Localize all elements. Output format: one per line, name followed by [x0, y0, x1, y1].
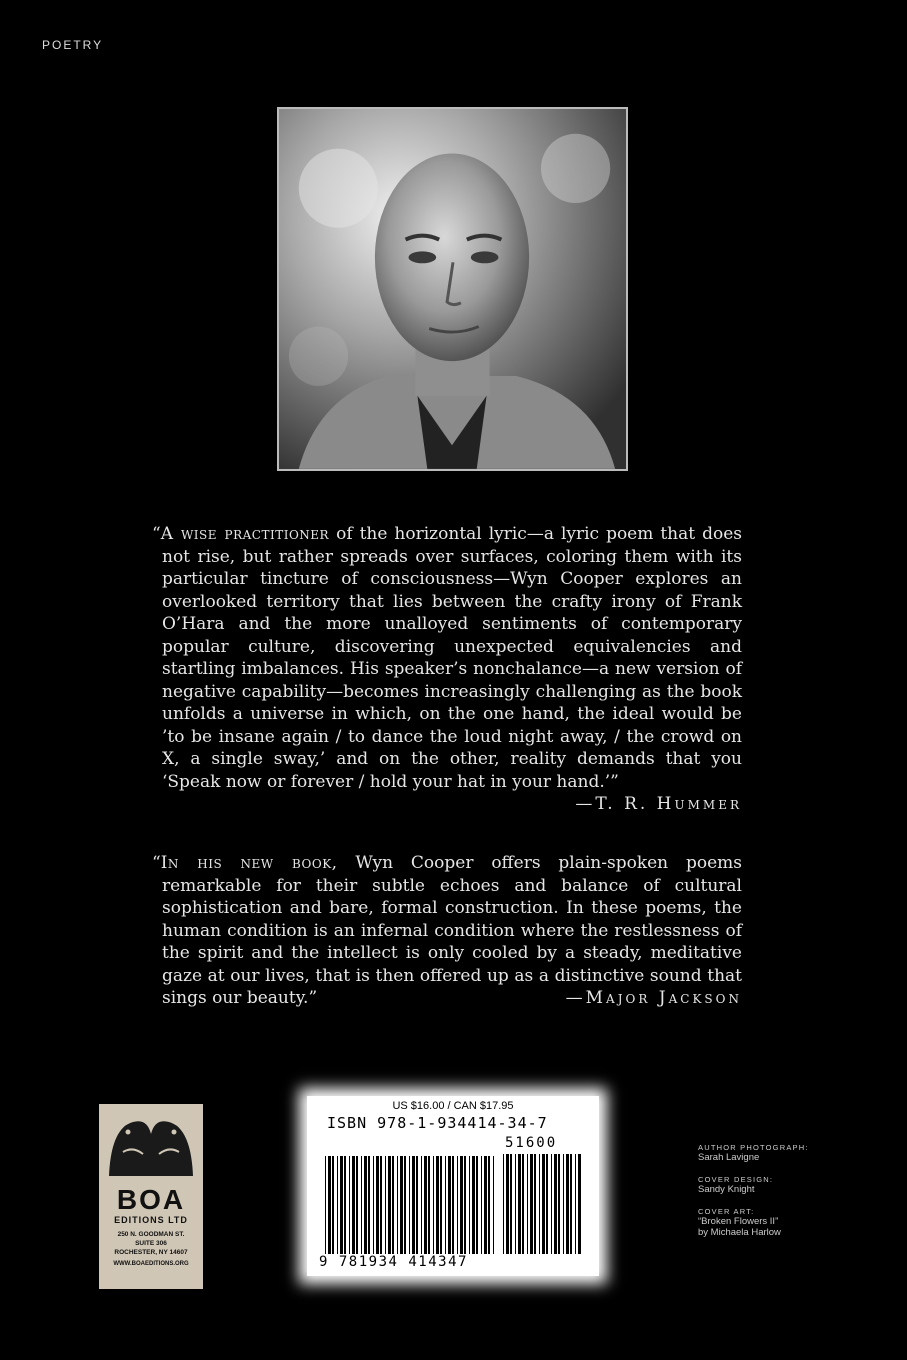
barcode-bar [575, 1154, 576, 1254]
barcode-bar [570, 1154, 572, 1254]
barcode-bar [428, 1156, 430, 1254]
barcode-bar [433, 1156, 434, 1254]
barcode-bar [530, 1154, 533, 1254]
barcode-bar [527, 1154, 528, 1254]
blurb-attribution: —Major Jackson [565, 988, 742, 1008]
barcode-bar [481, 1156, 482, 1254]
barcode-bar [452, 1156, 454, 1254]
barcode-bar [472, 1156, 475, 1254]
blurb-jackson: “In his new book, Wyn Cooper offers plain-spoken poems remarkable for their subtle echoes and balance of cultural sophistication and bare, formal construction. In these poems, the human condition is an infernal condition where the restlessness of the spirit and the intellect is only cooled by a steady, meditative gaze at our lives, that is then offered up as a distinctive sound that sings our beauty.” —Major Jackson [152, 853, 742, 1008]
barcode-bar [388, 1156, 391, 1254]
barcode-bar [566, 1154, 569, 1254]
barcode-bar [352, 1156, 355, 1254]
isbn-barcode [297, 1086, 609, 1286]
barcode-bar [421, 1156, 422, 1254]
barcode-bar [539, 1154, 540, 1254]
barcode-bar [515, 1154, 516, 1254]
barcode-bar [457, 1156, 458, 1254]
barcode-bar [546, 1154, 548, 1254]
barcode-bar [373, 1156, 374, 1254]
publisher-emblem-icon [99, 1104, 203, 1183]
cover-credits [698, 1143, 878, 1250]
barcode-bar [416, 1156, 418, 1254]
publisher-website: WWW.BOAEDITIONS.ORG [113, 1261, 189, 1267]
barcode-bar [522, 1154, 524, 1254]
barcode-bar [332, 1156, 334, 1254]
barcode-bar [397, 1156, 398, 1254]
author-photo [277, 107, 628, 471]
barcode-bar [554, 1154, 557, 1254]
barcode-bar [578, 1154, 581, 1254]
publisher-address-line: ROCHESTER, NY 14607 [114, 1249, 188, 1256]
barcode-bar [325, 1156, 326, 1254]
blurb-lead: A wise practitioner [160, 524, 330, 544]
barcode-bar [424, 1156, 427, 1254]
barcode-bar [368, 1156, 370, 1254]
barcode-bar [376, 1156, 379, 1254]
barcode-bars-main [325, 1156, 497, 1254]
publisher-address-line: 250 N. GOODMAN ST. [117, 1231, 185, 1238]
barcode-bars-addon [503, 1154, 583, 1254]
barcode-bar [542, 1154, 545, 1254]
barcode-bar [534, 1154, 536, 1254]
publisher-address-line: SUITE 306 [135, 1240, 167, 1247]
barcode-bar [404, 1156, 406, 1254]
barcode-bar [460, 1156, 463, 1254]
barcode-isbn: ISBN 978-1-934414-34-7 [327, 1114, 548, 1132]
credit-value: “Broken Flowers II” by Michaela Harlow [698, 1216, 781, 1238]
barcode-bar [510, 1154, 512, 1254]
barcode-addon-number: 51600 [505, 1135, 558, 1151]
barcode-bar [385, 1156, 386, 1254]
publisher-sub: EDITIONS LTD [114, 1215, 188, 1225]
barcode-bar [469, 1156, 470, 1254]
credit-label: COVER DESIGN: [698, 1175, 774, 1184]
credit-label: AUTHOR PHOTOGRAPH: [698, 1143, 809, 1152]
author-portrait-image [279, 109, 626, 469]
credit-value: Sarah Lavigne [698, 1152, 760, 1163]
barcode-bar [361, 1156, 362, 1254]
barcode-bar [518, 1154, 521, 1254]
blurb-text: of the horizontal lyric—a lyric poem that does not rise, but rather spreads over surfaces, coloring them with its particular tincture of consciousness—Wyn Cooper explores an overlooked territory that lies between the crafty irony of Frank O’Hara and the more unalloyed sentiments of contemporary popular culture, discovering unexpected equivalencies and startling imbalances. His speaker’s nonchalance—a new version of negative capability—becomes increasingly challenging as the book unfolds a universe in which, on the one hand, the ideal would be ’to be insane again / to dance the loud night away, / the crowd on X, a single sway,’ and on the other, reality demands that you ‘Speak now or forever / hold your hat in your hand.’” [162, 524, 742, 792]
barcode-number: 9 781934 414347 [319, 1254, 468, 1270]
blurb-text: Wyn Cooper offers plain-spoken poems remarkable for their subtle echoes and balance of cultural sophistication and bare, formal construction. In these poems, the human condition is an infernal condition where the restlessness of the spirit and the intellect is only cooled by a steady, meditative gaze at our lives, that is then offered up as a distinctive sound that sings our beauty.” [162, 853, 742, 1008]
barcode-bar [436, 1156, 439, 1254]
barcode-bar [412, 1156, 415, 1254]
publisher-name: BOA [116, 1184, 186, 1215]
barcode-bar [563, 1154, 564, 1254]
barcode-bar [493, 1156, 494, 1254]
barcode-bar [440, 1156, 442, 1254]
barcode-bar [400, 1156, 403, 1254]
genre-label: POETRY [42, 38, 104, 52]
barcode-bar [328, 1156, 331, 1254]
barcode-bar [337, 1156, 338, 1254]
barcode-bar [476, 1156, 478, 1254]
barcode-bar [356, 1156, 358, 1254]
blurb-lead: In his new book, [160, 853, 338, 873]
barcode-bar [340, 1156, 343, 1254]
barcode-bar [488, 1156, 490, 1254]
barcode-bar [445, 1156, 446, 1254]
barcode-bar [551, 1154, 552, 1254]
credit-label: COVER ART: [698, 1207, 755, 1216]
blurb-attribution: —T. R. Hummer [575, 794, 742, 814]
barcode-bar [464, 1156, 466, 1254]
barcode-bar [503, 1154, 504, 1254]
barcode-bar [409, 1156, 410, 1254]
publisher-logo [99, 1104, 203, 1289]
barcode-bar [392, 1156, 394, 1254]
barcode-bar [349, 1156, 350, 1254]
barcode-bar [448, 1156, 451, 1254]
barcode-bar [344, 1156, 346, 1254]
barcode-bar [484, 1156, 487, 1254]
barcode-bar [506, 1154, 509, 1254]
barcode-bar [380, 1156, 382, 1254]
blurb-hummer: “A wise practitioner of the horizontal lyric—a lyric poem that does not rise, but rather spreads over surfaces, coloring them with its particular tincture of consciousness—Wyn Cooper explores an overlooked territory that lies between the crafty irony of Frank O’Hara and the more unalloyed sentiments of contemporary popular culture, discovering unexpected equivalencies and startling imbalances. His speaker’s nonchalance—a new version of negative capability—becomes increasingly challenging as the book unfolds a universe in which, on the one hand, the ideal would be ’to be insane again / to dance the loud night away, / the crowd on X, a single sway,’ and on the other, reality demands that you ‘Speak now or forever / hold your hat in your hand.’” —T. R. Hummer [152, 524, 742, 814]
barcode-bar [364, 1156, 367, 1254]
credit-value: Sandy Knight [698, 1184, 755, 1195]
barcode-price: US $16.00 / CAN $17.95 [392, 1100, 514, 1112]
barcode-bar [558, 1154, 560, 1254]
